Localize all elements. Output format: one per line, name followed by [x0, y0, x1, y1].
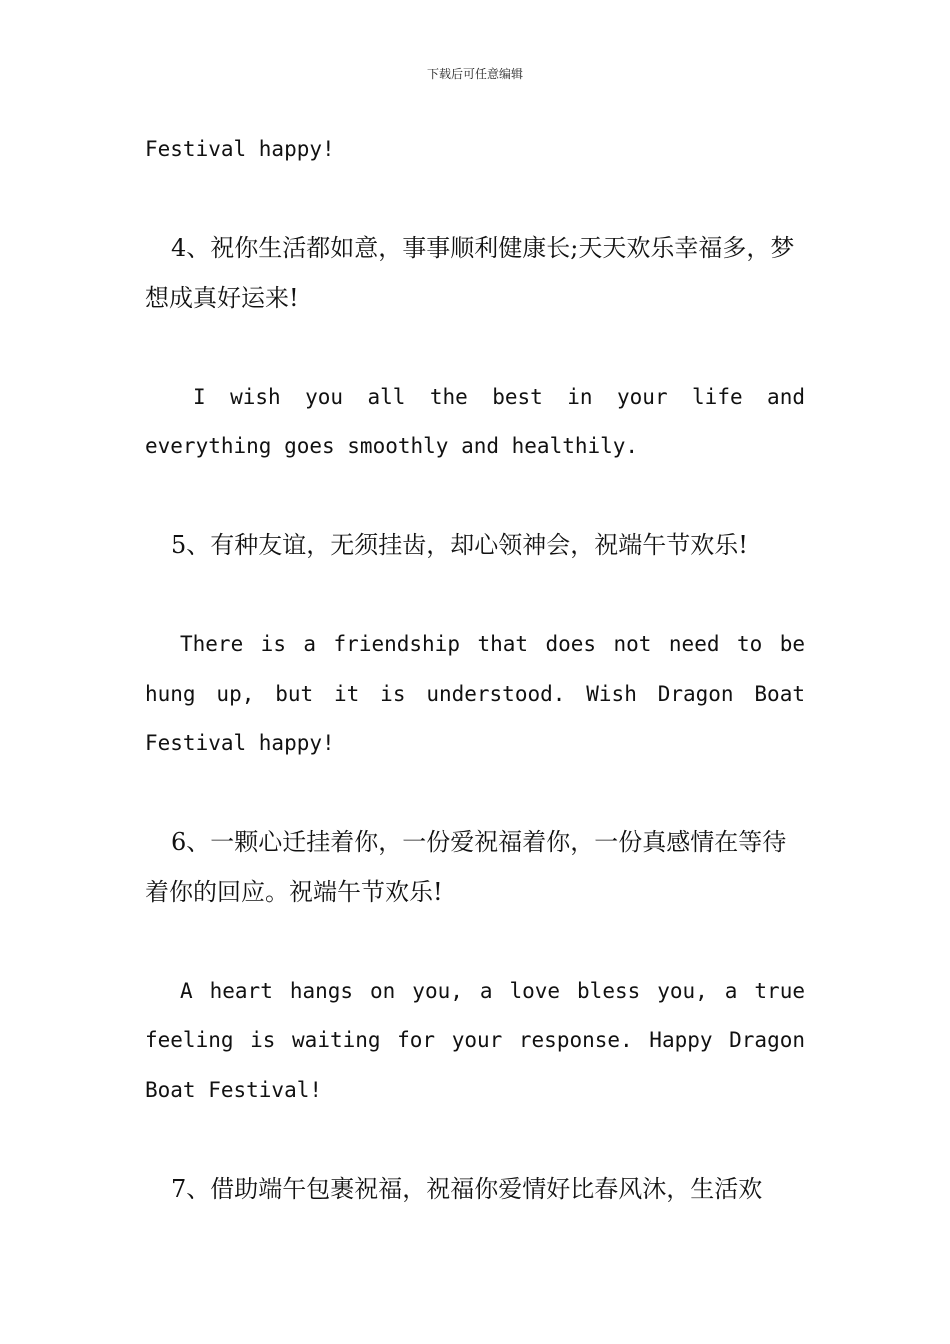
paragraph-gap [145, 1115, 805, 1165]
paragraph-en-item-4: I wish you all the best in your life and everything goes smoothly and healthily. [145, 384, 805, 458]
paragraph-gap [145, 472, 805, 522]
paragraph-en-item-6: A heart hangs on you, a love bless you, a true feeling is waiting for your response. Happy Dragon Boat Festival! [145, 978, 805, 1102]
document-body [145, 125, 805, 1214]
paragraph-en-item-5: There is a friendship that does not need to be hung up, but it is understood. Wish Dragon Boat Festival happy! [145, 632, 805, 755]
paragraph-gap [145, 769, 805, 819]
paragraph-cn-item-5: 5、有种友谊，无须挂齿，却心领神会，祝端午节欢乐! [171, 531, 748, 559]
paragraph-gap [145, 323, 805, 373]
paragraph-gap [145, 571, 805, 621]
page-header: 下载后可任意编辑 [426, 67, 523, 81]
paragraph-cn-item-6: 6、一颗心迁挂着你，一份爱祝福着你，一份真感情在等待着你的回应。祝端午节欢乐! [145, 828, 787, 906]
paragraph-gap [145, 917, 805, 967]
paragraph-gap [145, 175, 805, 225]
paragraph-cn-item-7: 7、借助端午包裹祝福，祝福你爱情好比春风沐，生活欢 [171, 1174, 763, 1203]
paragraph-cn-item-4: 4、祝你生活都如意，事事顺利健康长;天天欢乐幸福多，梦想成真好运来! [145, 234, 795, 312]
paragraph-en-festival-tail: Festival happy! [145, 137, 335, 161]
